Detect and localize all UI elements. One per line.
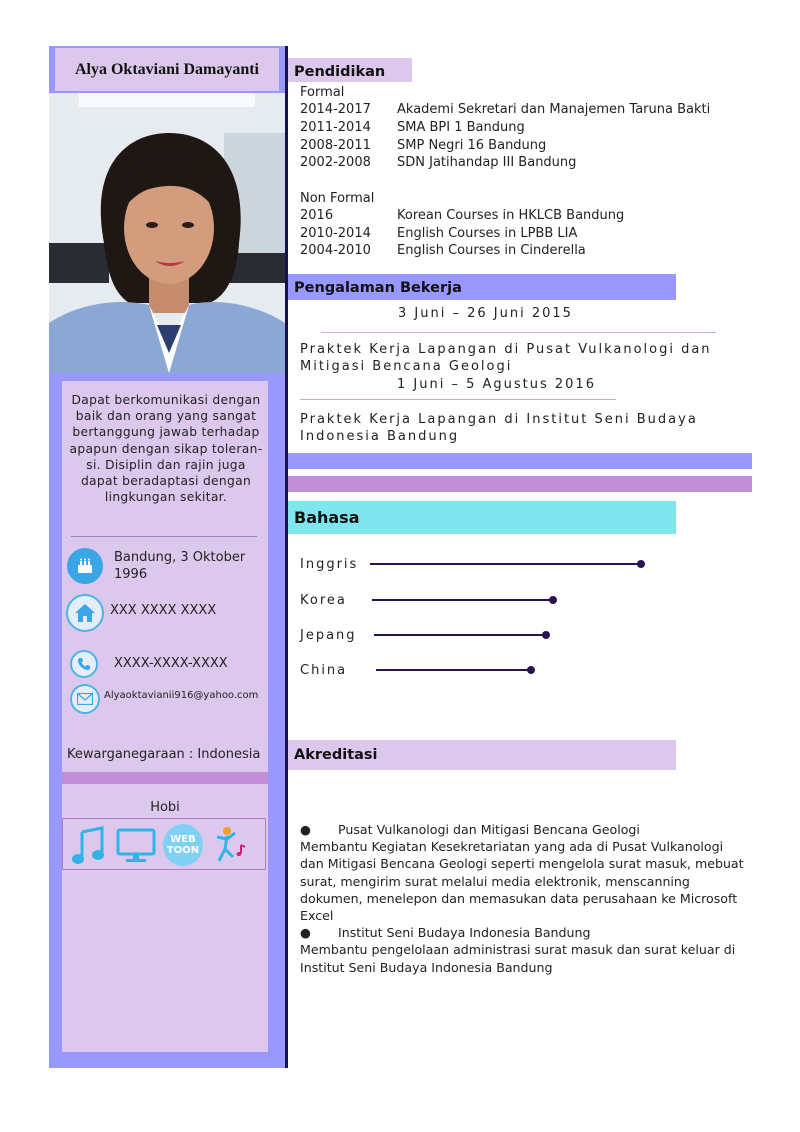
monitor-icon (116, 828, 156, 868)
experience-date-2: 1 Juni – 5 Agustus 2016 (397, 377, 596, 392)
language-name: China (300, 663, 348, 678)
nonformal-school-2: English Courses in LPBB LIA (397, 226, 578, 241)
webtoon-label-bottom: TOON (166, 845, 200, 856)
envelope-icon (70, 684, 100, 714)
experience-desc-2a: Praktek Kerja Lapangan di Institut Seni Budaya (300, 412, 698, 427)
nonformal-years-1: 2016 (300, 208, 334, 223)
accreditation-desc: Membantu pengelolaan administrasi surat masuk dan surat keluar di Institut Seni Budaya Indonesia Bandung (300, 942, 736, 975)
formal-school-2: SMA BPI 1 Bandung (397, 120, 525, 135)
phone-text: XXXX-XXXX-XXXX (114, 656, 228, 671)
experience-rule-1 (321, 332, 716, 333)
language-level-marker (542, 631, 550, 639)
language-level-marker (549, 596, 557, 604)
accreditation-org: Institut Seni Budaya Indonesia Bandung (338, 925, 591, 941)
language-name: Jepang (300, 628, 357, 643)
formal-years-4: 2002-2008 (300, 155, 371, 170)
birth-place-date: Bandung, 3 Oktober (114, 550, 246, 565)
webtoon-label-top: WEB (170, 834, 196, 845)
about-text: Dapat berkomunikasi dengan baik dan orang yang sangat bertanggung jawab terhadap apapun dengan sikap toleran-si. Disiplin dan rajin juga dapat beradaptasi dengan lingkungan sekitar. (69, 393, 263, 505)
phone-icon (70, 650, 98, 678)
language-level-line (376, 669, 530, 671)
accreditation-list (300, 821, 748, 976)
formal-years-1: 2014-2017 (300, 102, 371, 117)
accreditation-org: Pusat Vulkanologi dan Mitigasi Bencana Geologi (338, 822, 640, 837)
formal-years-2: 2011-2014 (300, 120, 371, 135)
language-header: Bahasa (288, 501, 676, 534)
experience-desc-1a: Praktek Kerja Lapangan di Pusat Vulkanologi dan (300, 342, 712, 357)
divider-bar-periwinkle (288, 453, 752, 469)
nonformal-years-3: 2004-2010 (300, 243, 371, 258)
sidebar-divider (285, 46, 288, 1068)
language-level-line (374, 634, 545, 636)
profile-photo (49, 93, 285, 373)
profile-name: Alya Oktaviani Damayanti (55, 48, 279, 91)
about-separator (71, 536, 257, 537)
nonformal-label: Non Formal (300, 191, 375, 206)
accreditation-header: Akreditasi (288, 740, 676, 770)
bullet-icon: ● (300, 822, 311, 837)
hobby-title: Hobi (150, 800, 180, 815)
divider-bar-lavender (288, 476, 752, 492)
experience-date-1: 3 Juni – 26 Juni 2015 (398, 306, 573, 321)
experience-desc-1b: Mitigasi Bencana Geologi (300, 359, 513, 374)
nonformal-school-1: Korean Courses in HKLCB Bandung (397, 208, 625, 223)
accreditation-item (300, 924, 748, 941)
webtoon-icon (163, 824, 203, 866)
language-level-line (370, 563, 640, 565)
formal-years-3: 2008-2011 (300, 138, 371, 153)
formal-school-4: SDN Jatihandap III Bandung (397, 155, 577, 170)
dancing-icon (213, 825, 249, 869)
nonformal-school-3: English Courses in Cinderella (397, 243, 586, 258)
language-name: Inggris (300, 557, 359, 572)
language-level-line (372, 599, 552, 601)
education-header: Pendidikan (288, 58, 412, 82)
bullet-icon: ● (300, 925, 311, 941)
language-name: Korea (300, 593, 347, 608)
home-icon (66, 594, 104, 632)
language-level-marker (527, 666, 535, 674)
citizenship-text: Kewarganegaraan : Indonesia (67, 747, 261, 762)
experience-header: Pengalaman Bekerja (288, 274, 676, 300)
nonformal-years-2: 2010-2014 (300, 226, 371, 241)
accreditation-item (300, 821, 748, 838)
music-note-icon (70, 826, 106, 870)
birthday-cake-icon (67, 548, 103, 584)
birth-year: 1996 (114, 567, 148, 582)
hobby-band (62, 772, 268, 784)
formal-label: Formal (300, 85, 345, 100)
formal-school-3: SMP Negri 16 Bandung (397, 138, 547, 153)
address-text: XXX XXXX XXXX (110, 603, 217, 618)
language-level-marker (637, 560, 645, 568)
formal-school-1: Akademi Sekretari dan Manajemen Taruna Bakti (397, 102, 711, 117)
experience-desc-2b: Indonesia Bandung (300, 429, 460, 444)
accreditation-desc: Membantu Kegiatan Kesekretariatan yang ada di Pusat Vulkanologi dan Mitigasi Bencana Geologi seperti mengelola surat masuk, mebuat surat, mengirim surat melalui media elektronik, menscanning dokumen, menelepon dan memasukan data perusahaan ke Microsoft Excel (300, 839, 744, 924)
email-text: Alyaoktavianii916@yahoo.com (104, 690, 259, 701)
experience-rule-2 (300, 399, 616, 400)
